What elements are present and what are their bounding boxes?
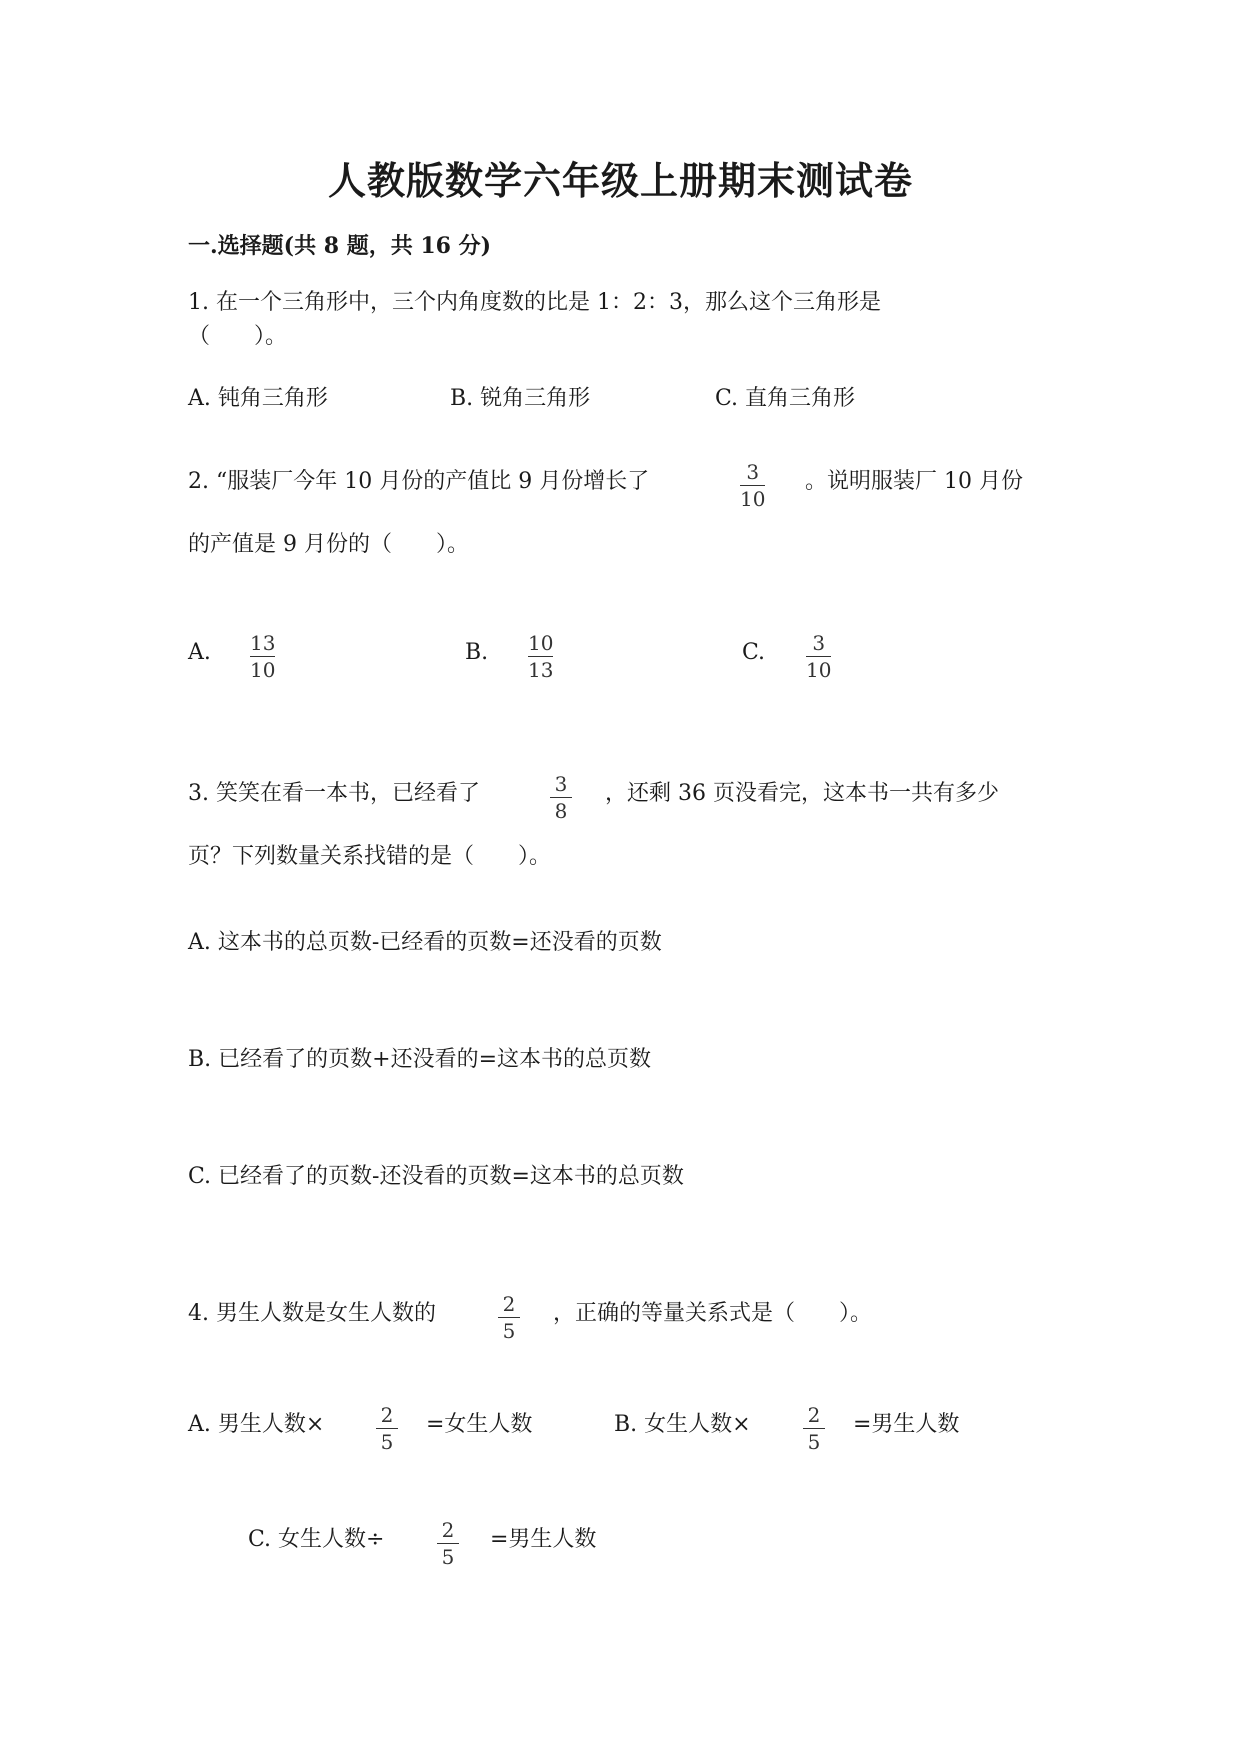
fraction-denominator: 10 xyxy=(806,658,832,682)
question-4-option-a-fraction[interactable] xyxy=(376,1404,398,1453)
fraction-bar xyxy=(376,1428,398,1429)
fraction-bar xyxy=(437,1543,459,1544)
fraction-denominator: 5 xyxy=(380,1430,394,1454)
fraction-numerator: 2 xyxy=(807,1403,821,1427)
question-3-stem-start: 3. 笑笑在看一本书，已经看了 xyxy=(188,781,480,806)
fraction-numerator: 10 xyxy=(528,631,554,655)
fraction-denominator: 8 xyxy=(554,799,568,823)
fraction-numerator: 2 xyxy=(441,1518,455,1542)
question-4-stem-start: 4. 男生人数是女生人数的 xyxy=(188,1301,436,1326)
question-2-option-a-label[interactable]: A. xyxy=(188,640,211,665)
question-4-option-b-prefix[interactable]: B. 女生人数× xyxy=(614,1412,751,1437)
question-2-blank: 的产值是 9 月份的（ ）。 xyxy=(188,532,469,557)
fraction-numerator: 2 xyxy=(502,1292,516,1316)
question-2-fraction xyxy=(740,461,765,510)
question-4-option-b-fraction[interactable] xyxy=(803,1404,825,1453)
question-1-option-b[interactable]: B. 锐角三角形 xyxy=(450,386,591,411)
fraction-denominator: 5 xyxy=(441,1545,455,1569)
fraction-denominator: 5 xyxy=(502,1319,516,1343)
fraction-denominator: 13 xyxy=(528,658,554,682)
question-3-blank: 页？下列数量关系找错的是（ ）。 xyxy=(188,844,552,869)
question-1-stem: 1. 在一个三角形中，三个内角度数的比是 1：2：3，那么这个三角形是 xyxy=(188,290,881,315)
fraction-numerator: 2 xyxy=(380,1403,394,1427)
question-1-blank: （ ）。 xyxy=(188,324,288,349)
fraction-denominator: 5 xyxy=(807,1430,821,1454)
question-3-option-b[interactable]: B. 已经看了的页数+还没看的=这本书的总页数 xyxy=(188,1047,652,1072)
question-2-option-c-label[interactable]: C. xyxy=(742,640,766,665)
fraction-denominator: 10 xyxy=(250,658,276,682)
fraction-denominator: 10 xyxy=(740,487,766,511)
question-2-option-a-fraction[interactable] xyxy=(250,632,275,681)
fraction-numerator: 3 xyxy=(554,772,568,796)
section-header: 一.选择题(共 8 题，共 16 分) xyxy=(188,233,492,259)
page-title: 人教版数学六年级上册期末测试卷 xyxy=(327,158,913,203)
question-2-option-b-label[interactable]: B. xyxy=(465,640,489,665)
fraction-bar xyxy=(806,656,831,657)
question-3-stem-end: ，还剩 36 页没看完，这本书一共有多少 xyxy=(605,781,999,806)
fraction-bar xyxy=(740,485,765,486)
question-4-option-a-suffix[interactable]: =女生人数 xyxy=(426,1412,533,1437)
question-4-option-c-prefix[interactable]: C. 女生人数÷ xyxy=(248,1527,385,1552)
question-3-fraction xyxy=(550,773,572,822)
question-4-option-a-prefix[interactable]: A. 男生人数× xyxy=(188,1412,325,1437)
question-4-stem-end: ，正确的等量关系式是（ ）。 xyxy=(553,1301,873,1326)
fraction-bar xyxy=(528,656,553,657)
question-3-option-c[interactable]: C. 已经看了的页数-还没看的页数=这本书的总页数 xyxy=(188,1164,684,1189)
question-2-option-c-fraction[interactable] xyxy=(806,632,831,681)
fraction-numerator: 3 xyxy=(746,460,760,484)
question-1-option-a[interactable]: A. 钝角三角形 xyxy=(188,386,328,411)
fraction-bar xyxy=(550,797,572,798)
question-4-option-c-fraction[interactable] xyxy=(437,1519,459,1568)
question-1-option-c[interactable]: C. 直角三角形 xyxy=(715,386,856,411)
fraction-bar xyxy=(803,1428,825,1429)
question-2-option-b-fraction[interactable] xyxy=(528,632,553,681)
question-4-fraction xyxy=(498,1293,520,1342)
fraction-numerator: 13 xyxy=(250,631,276,655)
fraction-numerator: 3 xyxy=(812,631,826,655)
question-2-stem-end: 。说明服装厂 10 月份 xyxy=(805,469,1023,494)
question-4-option-c-suffix[interactable]: =男生人数 xyxy=(490,1527,597,1552)
question-4-option-b-suffix[interactable]: =男生人数 xyxy=(853,1412,960,1437)
fraction-bar xyxy=(498,1317,520,1318)
question-2-stem-start: 2. “服装厂今年 10 月份的产值比 9 月份增长了 xyxy=(188,469,650,494)
question-3-option-a[interactable]: A. 这本书的总页数-已经看的页数=还没看的页数 xyxy=(188,930,662,955)
fraction-bar xyxy=(250,656,275,657)
